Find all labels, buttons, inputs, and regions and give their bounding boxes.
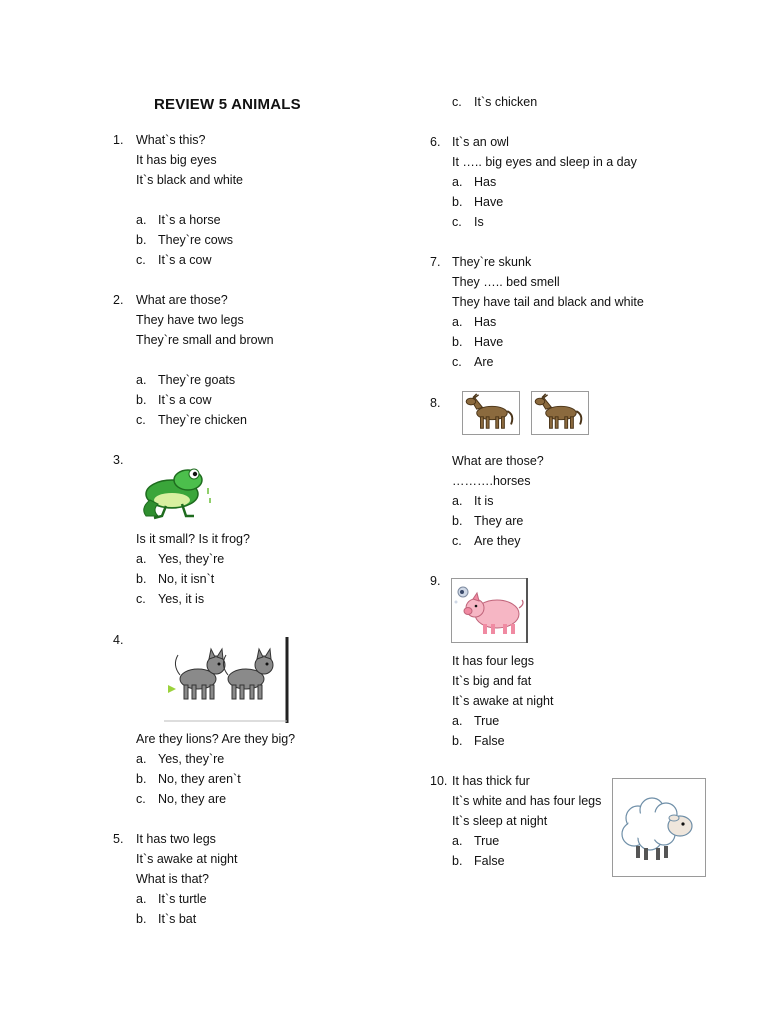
question-6-option-a: a. Has — [452, 175, 497, 189]
question-6-number: 6. — [430, 135, 441, 149]
question-4-option-b: b. No, they aren`t — [136, 772, 241, 786]
question-8-line: ……….horses — [452, 474, 531, 488]
question-5-line: It has two legs — [136, 832, 216, 846]
question-7-option-c: c. Are — [452, 355, 494, 369]
pig-image — [451, 578, 529, 644]
question-9-option-b: b. False — [452, 734, 505, 748]
question-6-line: It`s an owl — [452, 135, 509, 149]
sheep-image — [612, 778, 706, 878]
question-5-number: 5. — [113, 832, 124, 846]
question-5-option-b: b. It`s bat — [136, 912, 197, 926]
horse-image — [531, 391, 589, 435]
question-7-line: They`re skunk — [452, 255, 532, 269]
page-title: REVIEW 5 ANIMALS — [154, 96, 301, 113]
question-4-number: 4. — [113, 633, 124, 647]
question-8-option-b: b. They are — [452, 514, 524, 528]
horse-image — [462, 391, 520, 435]
question-5-option-a: a. It`s turtle — [136, 892, 207, 906]
question-3-option-b: b. No, it isn`t — [136, 572, 215, 586]
question-2-line: They`re small and brown — [136, 333, 274, 347]
question-10-option-b: b. False — [452, 854, 505, 868]
question-9-line: It`s big and fat — [452, 674, 532, 688]
question-7-option-b: b. Have — [452, 335, 504, 349]
question-8-number: 8. — [430, 396, 441, 410]
question-2-line: What are those? — [136, 293, 228, 307]
question-10-line: It`s white and has four legs — [452, 794, 602, 808]
question-9-line: It`s awake at night — [452, 694, 554, 708]
question-2-option-b: b. It`s a cow — [136, 393, 212, 407]
question-1-number: 1. — [113, 133, 124, 147]
question-3-option-a: a. Yes, they`re — [136, 552, 225, 566]
question-1-line: It has big eyes — [136, 153, 217, 167]
question-1-option-a: a. It`s a horse — [136, 213, 221, 227]
question-10-line: It has thick fur — [452, 774, 530, 788]
question-1-line: It`s black and white — [136, 173, 243, 187]
question-8-option-a: a. It is — [452, 494, 494, 508]
question-10-option-a: a. True — [452, 834, 500, 848]
question-7-line: They have tail and black and white — [452, 295, 644, 309]
question-4-option-c: c. No, they are — [136, 792, 227, 806]
question-3-option-c: c. Yes, it is — [136, 592, 205, 606]
question-1-line: What`s this? — [136, 133, 206, 147]
question-9-line: It has four legs — [452, 654, 534, 668]
question-4-line: Are they lions? Are they big? — [136, 732, 296, 746]
question-9-option-a: a. True — [452, 714, 500, 728]
question-2-number: 2. — [113, 293, 124, 307]
question-8-option-c: c. Are they — [452, 534, 521, 548]
question-3-line: Is it small? Is it frog? — [136, 532, 250, 546]
two-cats-image — [164, 637, 290, 723]
frog-image — [136, 462, 216, 522]
question-7-line: They ….. bed smell — [452, 275, 560, 289]
question-7-option-a: a. Has — [452, 315, 497, 329]
question-7-number: 7. — [430, 255, 441, 269]
question-4-option-a: a. Yes, they`re — [136, 752, 225, 766]
question-3-number: 3. — [113, 453, 124, 467]
question-6-option-c: c. Is — [452, 215, 484, 229]
question-10-line: It`s sleep at night — [452, 814, 548, 828]
question-1-option-b: b. They`re cows — [136, 233, 234, 247]
question-5-line: What is that? — [136, 872, 209, 886]
question-5-line: It`s awake at night — [136, 852, 238, 866]
question-6-option-b: b. Have — [452, 195, 504, 209]
question-8-line: What are those? — [452, 454, 544, 468]
question-10-number: 10. — [430, 774, 448, 788]
question-6-line: It ….. big eyes and sleep in a day — [452, 155, 637, 169]
question-2-line: They have two legs — [136, 313, 244, 327]
question-9-number: 9. — [430, 574, 441, 588]
question-5-option-c: c. It`s chicken — [452, 95, 538, 109]
question-2-option-c: c. They`re chicken — [136, 413, 247, 427]
question-1-option-c: c. It`s a cow — [136, 253, 212, 267]
question-2-option-a: a. They`re goats — [136, 373, 236, 387]
